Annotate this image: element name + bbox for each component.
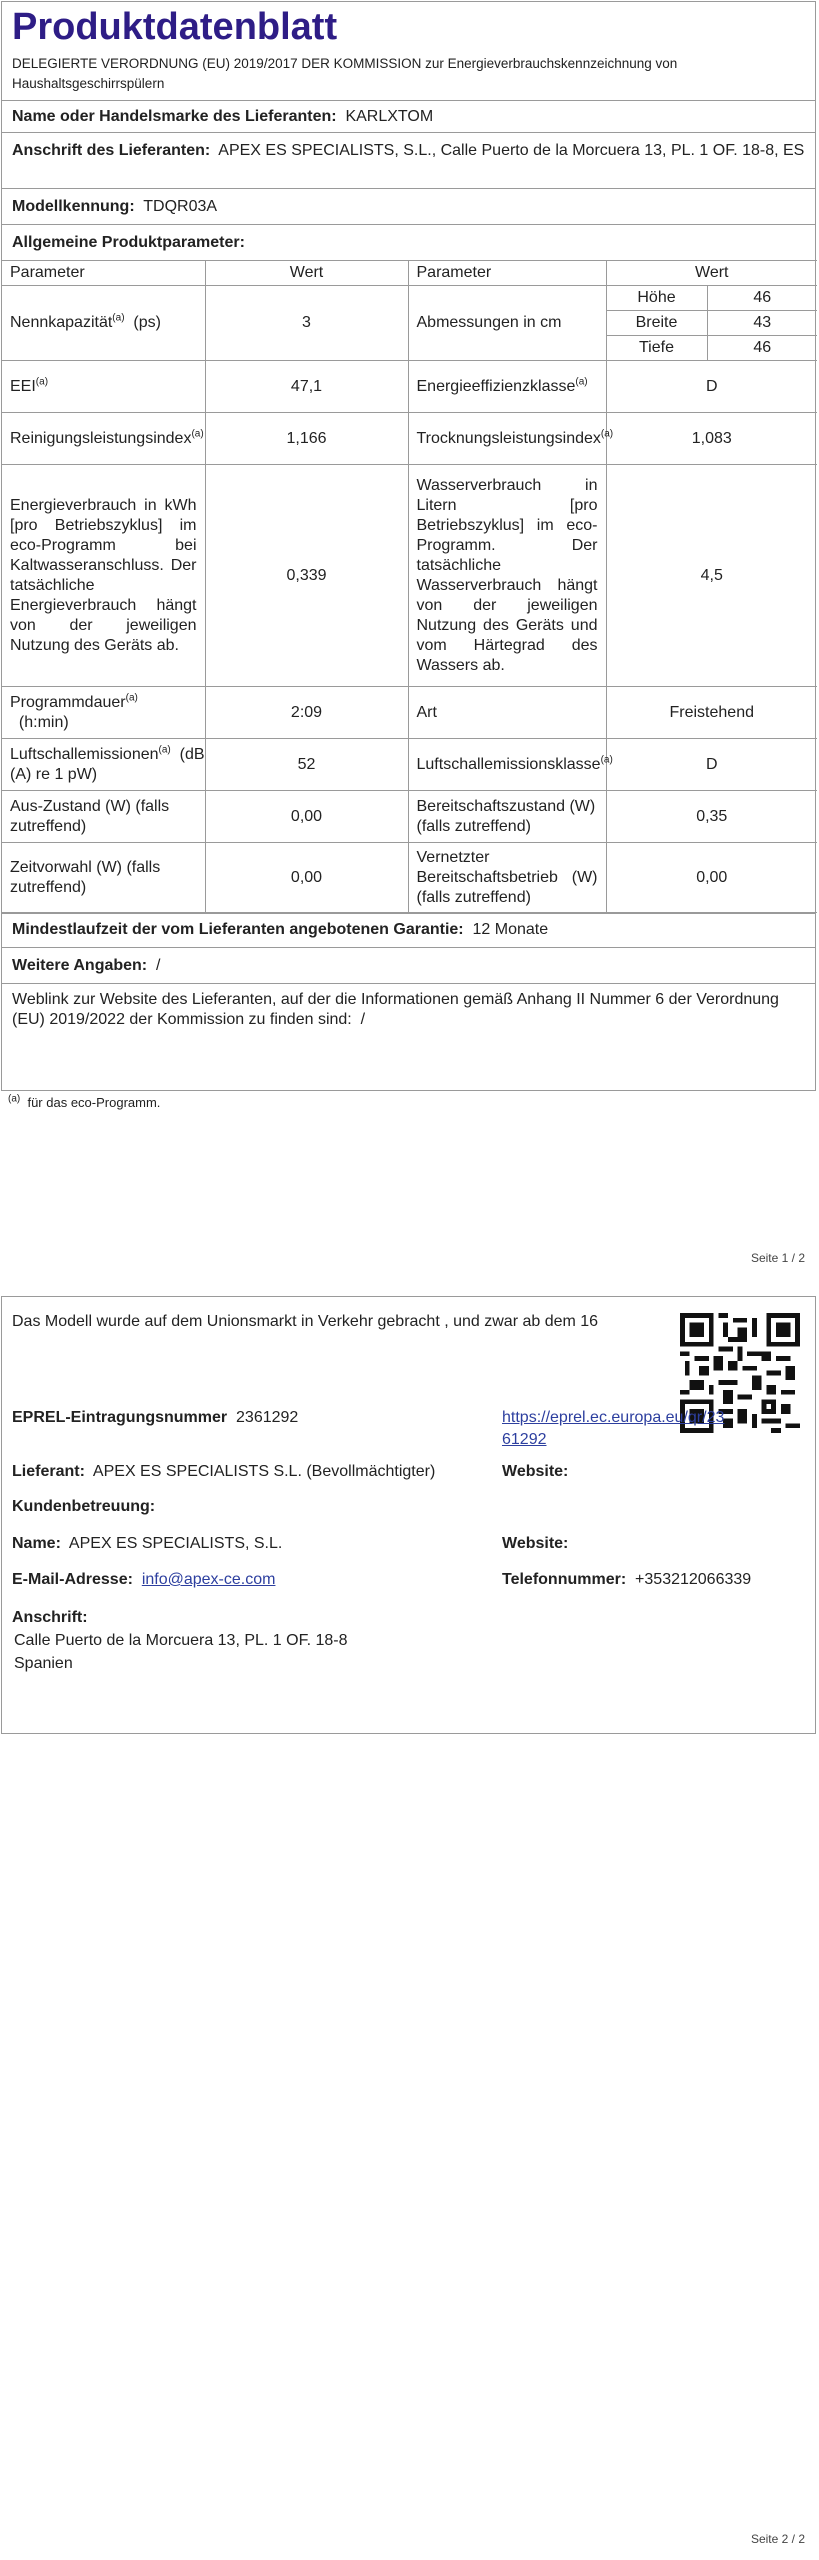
name-value: APEX ES SPECIALISTS, S.L. [68,1535,283,1552]
footnote-text: für das eco-Programm. [27,1095,161,1110]
table-row [2,687,817,739]
capacity-value: 3 [205,286,408,361]
eprel-row [12,1407,298,1429]
off-mode-label: Aus-Zustand (W) (falls zutreffend) [2,791,205,843]
standby-value: 0,35 [606,791,817,843]
header-parameter-1: Parameter [2,261,205,286]
table-header-row [2,261,817,286]
page-number-1: Seite 1 / 2 [750,1251,805,1265]
guarantee-label: Mindestlaufzeit der vom Lieferanten angebotenen Garantie: [12,921,464,938]
table-row [2,413,817,465]
water-consumption-label: Wasserverbrauch in Litern [pro Betriebszyklus] im eco-Programm. Der tatsächliche Wasserverbrauch hängt von der jeweiligen Nutzung des Geräts und vom Härtegrad des Wassers ab. [408,465,606,687]
depth-value: 46 [707,336,817,361]
program-duration-label: Programmdauer$^{(a)}$ (h:min) [2,687,205,739]
delay-start-label: Zeitvorwahl (W) (falls zutreffend) [2,843,205,913]
eprel-value: 2361292 [236,1409,299,1426]
delay-start-value: 0,00 [205,843,408,913]
table-row [2,739,817,791]
guarantee-row [2,913,815,947]
weblink-row [2,983,815,1036]
address-line-1: Calle Puerto de la Morcuera 13, PL. 1 OF. 18-8 [14,1632,348,1649]
header-parameter-2: Parameter [408,261,606,286]
model-label: Modellkennung: [12,198,135,215]
address-label: Anschrift: [12,1609,88,1626]
email-row [12,1569,275,1591]
model-value: TDQR03A [143,198,218,215]
noise-value: 52 [205,739,408,791]
regulation-subtitle: DELEGIERTE VERORDNUNG (EU) 2019/2017 DER KOMMISSION zur Energieverbrauchskennzeichnung von Haushaltsgeschirrspülern [12,56,678,91]
supplier-address-row [2,132,815,188]
type-label: Art [408,687,606,739]
type-value: Freistehend [606,687,817,739]
drying-index-label: Trocknungsleistungsindex$^{(a)}$ [408,413,606,465]
supplier-name-value: KARLXTOM [345,108,434,125]
header-value-2: Wert [606,261,817,286]
lieferant-row [12,1461,435,1483]
general-params-heading-text: Allgemeine Produktparameter: [12,234,245,251]
email-label: E-Mail-Adresse: [12,1571,133,1588]
website-label-1: Website: [502,1463,569,1480]
page-title: Produktdatenblatt [12,6,338,48]
page-2-box [1,1296,816,1734]
supplier-address-label: Anschrift des Lieferanten: [12,142,211,159]
further-info-value: / [156,957,161,974]
width-value: 43 [707,311,817,336]
address-line-2: Spanien [14,1655,73,1672]
lieferant-value: APEX ES SPECIALISTS S.L. (Bevollmächtigter) [92,1463,436,1480]
width-label: Breite [606,311,707,336]
phone-value: +353212066339 [635,1571,752,1588]
eei-value: 47,1 [205,361,408,413]
energy-class-label: Energieeffizienzklasse$^{(a)}$ [408,361,606,413]
height-value: 46 [707,286,817,311]
market-date-text: Das Modell wurde auf dem Unionsmarkt in Verkehr gebracht , und zwar ab dem 16 [12,1313,599,1330]
program-duration-value: 2:09 [205,687,408,739]
customer-service-label: Kundenbetreuung: [12,1498,156,1515]
networked-standby-value: 0,00 [606,843,817,913]
product-sheet [1,1,816,1091]
footnote [8,1095,160,1110]
header-value-1: Wert [205,261,408,286]
energy-consumption-label: Energieverbrauch in kWh [pro Betriebszyklus] im eco-Programm bei Kaltwasseranschluss. Der tatsächliche Energieverbrauch hängt von der jeweiligen Nutzung des Geräts ab. [2,465,205,687]
cleaning-index-label: Reinigungsleistungsindex$^{(a)}$ [2,413,205,465]
phone-label: Telefonnummer: [502,1571,627,1588]
energy-class-value: D [606,361,817,413]
capacity-label: Nennkapazität$^{(a)}$ (ps) [2,286,205,361]
general-params-heading [2,224,815,260]
table-row [2,286,817,311]
further-info-row [2,947,815,983]
phone-row [502,1569,751,1591]
weblink-value: / [360,1011,366,1028]
energy-consumption-value: 0,339 [205,465,408,687]
drying-index-value: 1,083 [606,413,817,465]
further-info-label: Weitere Angaben: [12,957,148,974]
networked-standby-label: Vernetzter Bereitschaftsbetrieb (W) (falls zutreffend) [408,843,606,913]
table-row [2,465,817,687]
noise-label: Luftschallemissionen$^{(a)}$ (dB (A) re 1 pW) [2,739,205,791]
depth-label: Tiefe [606,336,707,361]
guarantee-value: 12 Monate [472,921,549,938]
supplier-name-row [2,100,815,132]
lieferant-label: Lieferant: [12,1463,85,1480]
water-consumption-value: 4,5 [606,465,817,687]
table-row [2,843,817,913]
email-link[interactable]: info@apex-ce.com [141,1571,276,1588]
noise-class-value: D [606,739,817,791]
eprel-link-line-2[interactable]: 61292 [502,1431,547,1448]
off-mode-value: 0,00 [205,791,408,843]
height-label: Höhe [606,286,707,311]
eprel-label: EPREL-Eintragungsnummer [12,1409,228,1426]
footnote-mark: (a) [8,1093,21,1105]
cleaning-index-value: 1,166 [205,413,408,465]
dimensions-label: Abmessungen in cm [408,286,606,361]
supplier-name-label: Name oder Handelsmarke des Lieferanten: [12,108,337,125]
name-label: Name: [12,1535,61,1552]
table-row [2,361,817,413]
standby-label: Bereitschaftszustand (W) (falls zutreffend) [408,791,606,843]
eprel-link[interactable] [502,1407,724,1451]
supplier-address-value: APEX ES SPECIALISTS, S.L., Calle Puerto de la Morcuera 13, PL. 1 OF. 18-8, ES [218,142,805,159]
table-row [2,791,817,843]
model-row [2,188,815,224]
website-label-2: Website: [502,1535,569,1552]
parameters-table [2,260,817,913]
page-number-2: Seite 2 / 2 [750,2532,805,2546]
name-row [12,1533,282,1555]
eei-label: EEI$^{(a)}$ [2,361,205,413]
eprel-link-line-1[interactable]: https://eprel.ec.europa.eu/qr/23 [502,1409,725,1426]
noise-class-label: Luftschallemissionsklasse$^{(a)}$ [408,739,606,791]
weblink-text: Weblink zur Website des Lieferanten, auf der die Informationen gemäß Anhang II Nummer 6 der Verordnung (EU) 2019/2022 der Kommission zu finden sind: [12,991,779,1028]
